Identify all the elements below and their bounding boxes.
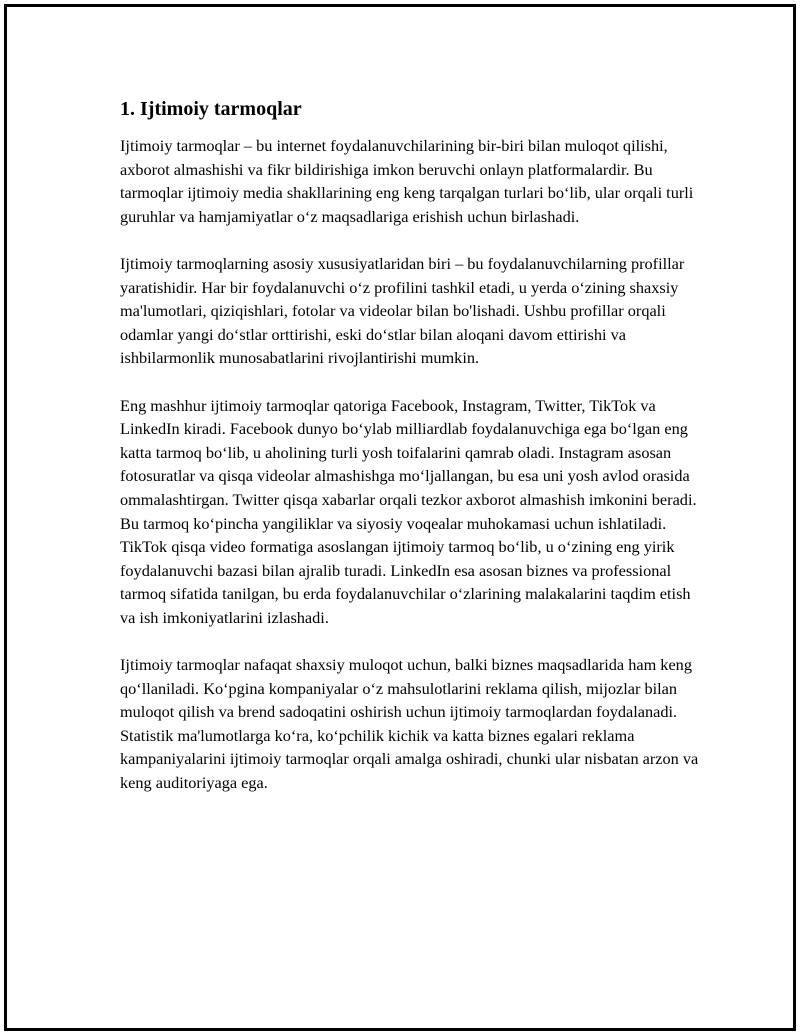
page-frame bbox=[4, 4, 796, 1031]
paragraph-popular-networks: Eng mashhur ijtimoiy tarmoqlar qatoriga Facebook, Instagram, Twitter, TikTok va LinkedIn kiradi. Facebook dunyo bo‘ylab milliardlab foydalanuvchiga ega bo‘lgan eng katta tarmoq bo‘lib, u aholining turli yosh toifalarini qamrab oladi. Instagram asosan fotosuratlar va qisqa videolar almashishga mo‘ljallangan, bu esa uni yosh avlod orasida ommalashtirgan. Twitter qisqa xabarlar orqali tezkor axborot almashish imkonini beradi. Bu tarmoq ko‘pincha yangiliklar va siyosiy voqealar muhokamasi uchun ishlatiladi. TikTok qisqa video formatiga asoslangan ijtimoiy tarmoq bo‘lib, u o‘zining eng yirik foydalanuvchi bazasi bilan ajralib turadi. LinkedIn esa asosan biznes va professional tarmoq sifatida tanilgan, bu erda foydalanuvchilar o‘zlarining malakalarini taqdim etish va ish imkoniyatlarini izlashadi. bbox=[120, 395, 697, 627]
document-body bbox=[120, 96, 700, 818]
paragraph-profiles: Ijtimoiy tarmoqlarning asosiy xususiyatlaridan biri – bu foydalanuvchilarning profillar yaratishidir. Har bir foydalanuvchi o‘z profilini tashkil etadi, u yerda o‘zining shaxsiy ma'lumotlari, qiziqishlari, fotolar va videolar bilan bo'lishadi. Ushbu profillar orqali odamlar yangi do‘stlar orttirishi, eski do‘stlar bilan aloqani davom ettirishi va ishbilarmonlik munosabatlarini rivojlantirishi mumkin. bbox=[120, 253, 685, 368]
section-heading: 1. Ijtimoiy tarmoqlar bbox=[120, 98, 302, 120]
paragraph-definition: Ijtimoiy tarmoqlar – bu internet foydalanuvchilarining bir-biri bilan muloqot qilishi, axborot almashishi va fikr bildirishiga imkon beruvchi onlayn platformalardir. Bu tarmoqlar ijtimoiy media shakllarining eng keng tarqalgan turlari bo‘lib, ular orqali turli guruhlar va hamjamiyatlar o‘z maqsadlariga erishish uchun birlashadi. bbox=[120, 136, 694, 226]
paragraph-business-use: Ijtimoiy tarmoqlar nafaqat shaxsiy muloqot uchun, balki biznes maqsadlarida ham keng qo‘llaniladi. Ko‘pgina kompaniyalar o‘z mahsulotlarini reklama qilish, mijozlar bilan muloqot qilish va brend sadoqatini oshirish uchun ijtimoiy tarmoqlardan foydalanadi. Statistik ma'lumotlarga ko‘ra, ko‘pchilik kichik va katta biznes egalari reklama kampaniyalarini ijtimoiy tarmoqlar orqali amalga oshiradi, chunki ular nisbatan arzon va keng auditoriyaga ega. bbox=[120, 655, 699, 793]
